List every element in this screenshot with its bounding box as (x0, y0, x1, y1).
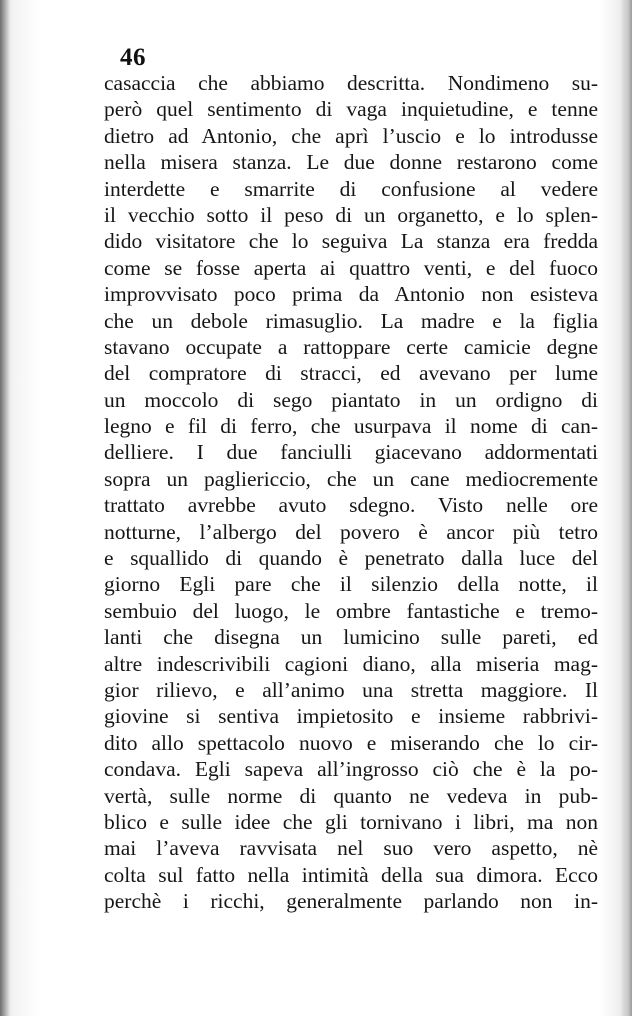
text-line: come se fosse aperta ai quattro venti, e del fuoco (104, 255, 598, 280)
text-line: lanti che disegna un lumicino sulle pareti, ed (104, 625, 598, 650)
text-line: dido visitatore che lo seguiva La stanza era fredda (104, 229, 598, 254)
text-line: colta sul fatto nella intimità della sua dimora. Ecco (104, 862, 598, 887)
text-line: sopra un pagliericcio, che un cane mediocremente (104, 466, 598, 491)
text-line: gior rilievo, e all’animo una stretta maggiore. Il (104, 677, 598, 702)
text-line: interdette e smarrite di confusione al vedere (104, 176, 598, 201)
text-line: e squallido di quando è penetrato dalla luce del (104, 546, 598, 571)
text-line: il vecchio sotto il peso di un organetto, e lo splen- (104, 202, 598, 227)
text-line: casaccia che abbiamo descritta. Nondimeno su- (104, 71, 598, 95)
text-line: stavano occupate a rattoppare certe camicie degne (104, 334, 598, 359)
text-line: dito allo spettacolo nuovo e miserando che lo cir- (104, 730, 598, 755)
binding-shadow (0, 0, 10, 1016)
body-text (104, 70, 598, 915)
text-line: però quel sentimento di vaga inquietudine, e tenne (104, 97, 598, 122)
text-line: delliere. I due fanciulli giacevano addormentati (104, 440, 598, 465)
text-line: altre indescrivibili cagioni diano, alla miseria mag- (104, 651, 598, 676)
text-line: giovine si sentiva impietosito e insieme rabbrivi- (104, 704, 598, 729)
text-line: legno e fil di ferro, che usurpava il nome di can- (104, 414, 598, 439)
text-line: mai l’aveva ravvisata nel suo vero aspetto, nè (104, 836, 598, 861)
text-line: dietro ad Antonio, che aprì l’uscio e lo introdusse (104, 123, 598, 148)
text-line: del compratore di stracci, ed avevano per lume (104, 361, 598, 386)
text-line: sembuio del luogo, le ombre fantastiche e tremo- (104, 598, 598, 623)
page-edge (620, 0, 632, 1016)
text-line: notturne, l’albergo del povero è ancor più tetro (104, 519, 598, 544)
text-line: un moccolo di sego piantato in un ordigno di (104, 387, 598, 412)
text-line: trattato avrebbe avuto sdegno. Visto nelle ore (104, 493, 598, 518)
page-number: 46 (120, 44, 146, 71)
text-line: perchè i ricchi, generalmente parlando non in- (104, 889, 598, 914)
text-line: blico e sulle idee che gli tornivano i libri, ma non (104, 809, 598, 834)
text-line: condava. Egli sapeva all’ingrosso ciò che è la po- (104, 757, 598, 782)
text-line: vertà, sulle norme di quanto ne vedeva in pub- (104, 783, 598, 808)
text-line: improvvisato poco prima da Antonio non esisteva (104, 282, 598, 307)
text-line: giorno Egli pare che il silenzio della notte, il (104, 572, 598, 597)
text-line: che un debole rimasuglio. La madre e la figlia (104, 308, 598, 333)
text-line: nella misera stanza. Le due donne restarono come (104, 150, 598, 175)
